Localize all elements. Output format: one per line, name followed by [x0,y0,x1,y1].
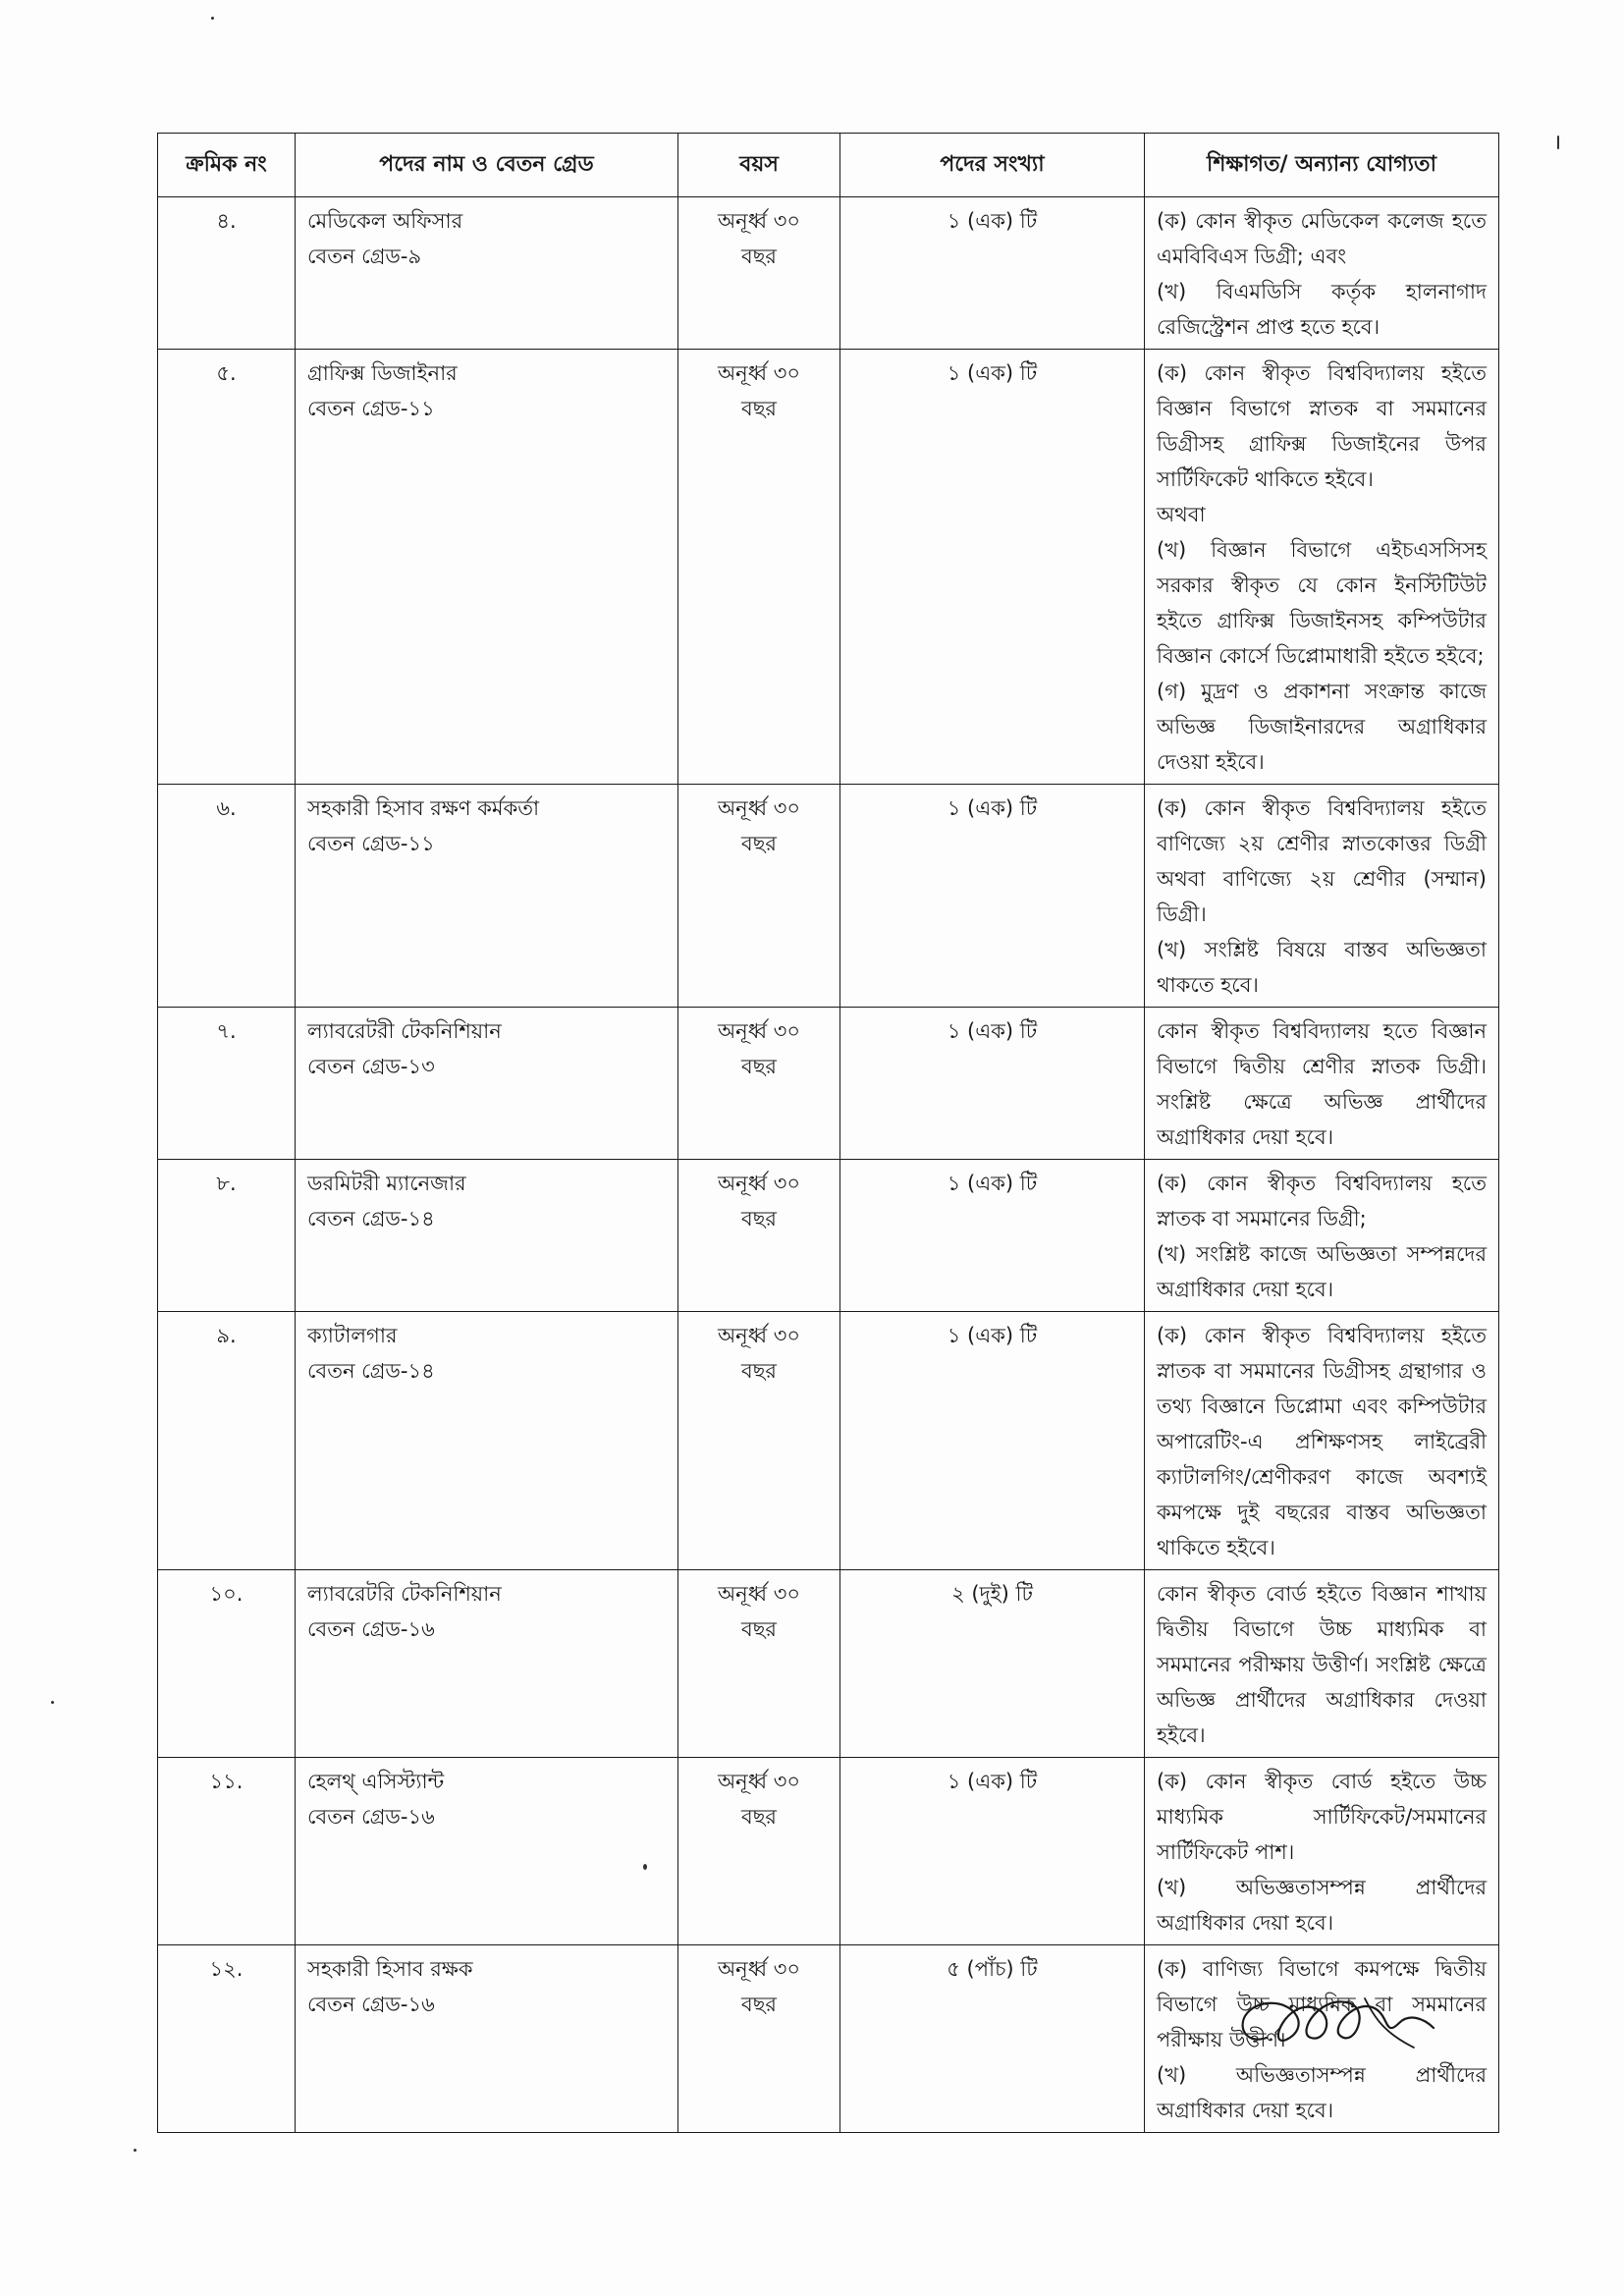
qualification-cell [1145,1008,1499,1160]
post-count-cell: ১ (এক) টি [840,1758,1145,1945]
qualification-line: (ক) কোন স্বীকৃত বিশ্ববিদ্যালয় হইতে বাণিজ্যে ২য় শ্রেণীর স্নাতকোত্তর ডিগ্রী অথবা বাণিজ্যে ২য় শ্রেণীর (সম্মান) ডিগ্রী। [1157,796,1487,926]
post-cell [296,1312,678,1570]
pay-grade: বেতন গ্রেড-১৩ [307,1055,435,1078]
qualification-cell [1145,197,1499,350]
post-name: গ্রাফিক্স ডিজাইনার [307,361,458,385]
post-name: হেলথ্ এসিস্ট্যান্ট [307,1770,445,1793]
scan-speck [211,17,214,20]
post-name: সহকারী হিসাব রক্ষক [307,1957,473,1981]
age-unit: বছর [741,1359,777,1383]
table-row [158,1312,1499,1570]
age-unit: বছর [741,1617,777,1641]
post-name: ক্যাটালগার [307,1324,398,1347]
qualification-cell [1145,1570,1499,1758]
age-unit: বছর [741,1993,777,2016]
pay-grade: বেতন গ্রেড-১১ [307,397,435,420]
age-unit: বছর [741,832,777,855]
pay-grade: বেতন গ্রেড-১৬ [307,1617,435,1641]
age-limit: অনূর্ধ্ব ৩০ [717,1582,801,1606]
post-cell [296,785,678,1008]
table-row [158,785,1499,1008]
post-name: ল্যাবরেটরি টেকনিশিয়ান [307,1582,502,1606]
age-unit: বছর [741,397,777,420]
signature-stroke [1243,2001,1434,2040]
qualification-line: অথবা [1157,503,1206,526]
age-unit: বছর [741,1055,777,1078]
pay-grade: বেতন গ্রেড-৯ [307,245,422,268]
post-cell [296,197,678,350]
qualification-line: (খ) অভিজ্ঞতাসম্পন্ন প্রার্থীদের অগ্রাধিকার দেয়া হবে। [1157,1876,1487,1935]
qualification-line: (ক) কোন স্বীকৃত বিশ্ববিদ্যালয় হইতে স্নাতক বা সমমানের ডিগ্রীসহ গ্রন্থাগার ও তথ্য বিজ্ঞানে ডিপ্লোমা এবং কম্পিউটার অপারেটিং-এ প্রশিক্ষণসহ লাইব্রেরী ক্যাটালগিং/শ্রেণীকরণ কাজে অবশ্যই কমপক্ষে দুই বছরের বাস্তব অভিজ্ঞতা থাকিতে হইবে। [1157,1324,1487,1559]
table-row [158,1160,1499,1312]
post-cell [296,1570,678,1758]
qualification-line: (ক) বাণিজ্য বিভাগে কমপক্ষে দ্বিতীয় বিভাগে উচ্চ মাধ্যমিক বা সমমানের পরীক্ষায় উত্তীর্ণ। [1157,1957,1487,2051]
age-limit: অনূর্ধ্ব ৩০ [717,796,801,820]
qualification-line: কোন স্বীকৃত বোর্ড হইতে বিজ্ঞান শাখায় দ্বিতীয় বিভাগে উচ্চ মাধ্যমিক বা সমমানের পরীক্ষায় উত্তীর্ণ। সংশ্লিষ্ট ক্ষেত্রে অভিজ্ঞ প্রার্থীদের অগ্রাধিকার দেওয়া হইবে। [1157,1582,1487,1747]
post-count-cell: ১ (এক) টি [840,1160,1145,1312]
post-count-cell: ১ (এক) টি [840,1312,1145,1570]
age-cell [678,1945,840,2133]
age-cell [678,1312,840,1570]
table-row [158,1570,1499,1758]
serial-cell: ৫. [158,350,296,785]
age-cell [678,1758,840,1945]
header-serial: ক্রমিক নং [158,134,296,197]
age-cell [678,197,840,350]
post-count-cell: ১ (এক) টি [840,197,1145,350]
post-name: সহকারী হিসাব রক্ষণ কর্মকর্তা [307,796,540,820]
qualification-line: (খ) বিএমডিসি কর্তৃক হালনাগাদ রেজিস্ট্রেশন প্রাপ্ত হতে হবে। [1157,280,1487,339]
table-row [158,350,1499,785]
age-limit: অনূর্ধ্ব ৩০ [717,1957,801,1981]
post-cell [296,1008,678,1160]
qualification-line: (গ) মুদ্রণ ও প্রকাশনা সংক্রান্ত কাজে অভিজ্ঞ ডিজাইনারদের অগ্রাধিকার দেওয়া হইবে। [1157,680,1487,774]
post-name: ল্যাবরেটরী টেকনিশিয়ান [307,1019,502,1043]
post-cell [296,1758,678,1945]
scan-mark [1557,136,1559,149]
header-post-grade: পদের নাম ও বেতন গ্রেড [296,134,678,197]
age-cell [678,1570,840,1758]
serial-cell: ১১. [158,1758,296,1945]
qualification-line: (ক) কোন স্বীকৃত বোর্ড হইতে উচ্চ মাধ্যমিক সার্টিফিকেট/সমমানের সার্টিফিকেট পাশ। [1157,1770,1487,1864]
age-unit: বছর [741,1805,777,1829]
table-row [158,197,1499,350]
table-body [158,197,1499,2133]
age-limit: অনূর্ধ্ব ৩০ [717,361,801,385]
age-cell [678,1008,840,1160]
post-cell [296,1160,678,1312]
qualification-cell [1145,1758,1499,1945]
age-unit: বছর [741,245,777,268]
post-count-cell: ২ (দুই) টি [840,1570,1145,1758]
serial-cell: ১২. [158,1945,296,2133]
age-limit: অনূর্ধ্ব ৩০ [717,1770,801,1793]
signature [1227,1979,1453,2067]
scan-speck [643,1864,647,1870]
qualification-line: (খ) অভিজ্ঞতাসম্পন্ন প্রার্থীদের অগ্রাধিকার দেয়া হবে। [1157,2063,1487,2122]
post-cell [296,350,678,785]
age-unit: বছর [741,1207,777,1230]
post-cell [296,1945,678,2133]
qualification-cell [1145,1312,1499,1570]
qualification-line: (খ) সংশ্লিষ্ট কাজে অভিজ্ঞতা সম্পন্নদের অগ্রাধিকার দেয়া হবে। [1157,1242,1487,1301]
pay-grade: বেতন গ্রেড-১৪ [307,1207,435,1230]
qualification-line: (ক) কোন স্বীকৃত মেডিকেল কলেজ হতে এমবিবিএস ডিগ্রী; এবং [1157,209,1487,268]
age-cell [678,1160,840,1312]
table-row [158,1758,1499,1945]
post-name: মেডিকেল অফিসার [307,209,463,233]
scan-speck [51,1701,54,1704]
vacancy-table [157,133,1499,2133]
age-cell [678,350,840,785]
table-header-row [158,134,1499,197]
post-count-cell: ১ (এক) টি [840,350,1145,785]
scan-speck [134,2149,136,2152]
pay-grade: বেতন গ্রেড-১১ [307,832,435,855]
age-limit: অনূর্ধ্ব ৩০ [717,209,801,233]
age-limit: অনূর্ধ্ব ৩০ [717,1019,801,1043]
qualification-line: কোন স্বীকৃত বিশ্ববিদ্যালয় হতে বিজ্ঞান বিভাগে দ্বিতীয় শ্রেণীর স্নাতক ডিগ্রী। সংশ্লিষ্ট ক্ষেত্রে অভিজ্ঞ প্রার্থীদের অগ্রাধিকার দেয়া হবে। [1157,1019,1487,1149]
qualification-line: (ক) কোন স্বীকৃত বিশ্ববিদ্যালয় হতে স্নাতক বা সমমানের ডিগ্রী; [1157,1172,1487,1230]
serial-cell: ৭. [158,1008,296,1160]
pay-grade: বেতন গ্রেড-১৬ [307,1805,435,1829]
qualification-line: (ক) কোন স্বীকৃত বিশ্ববিদ্যালয় হইতে বিজ্ঞান বিভাগে স্নাতক বা সমমানের ডিগ্রীসহ গ্রাফিক্স ডিজাইনের উপর সার্টিফিকেট থাকিতে হইবে। [1157,361,1487,491]
header-qualification: শিক্ষাগত/ অন্যান্য যোগ্যতা [1145,134,1499,197]
age-limit: অনূর্ধ্ব ৩০ [717,1324,801,1347]
pay-grade: বেতন গ্রেড-১৪ [307,1359,435,1383]
header-post-count: পদের সংখ্যা [840,134,1145,197]
post-count-cell: ১ (এক) টি [840,785,1145,1008]
qualification-cell [1145,1160,1499,1312]
post-count-cell: ৫ (পাঁচ) টি [840,1945,1145,2133]
serial-cell: ৪. [158,197,296,350]
post-count-cell: ১ (এক) টি [840,1008,1145,1160]
post-name: ডরমিটরী ম্যানেজার [307,1172,466,1195]
serial-cell: ৯. [158,1312,296,1570]
age-limit: অনূর্ধ্ব ৩০ [717,1172,801,1195]
qualification-cell [1145,350,1499,785]
qualification-line: (খ) বিজ্ঞান বিভাগে এইচএসসিসহ সরকার স্বীকৃত যে কোন ইনস্টিটিউট হইতে গ্রাফিক্স ডিজাইনসহ কম্পিউটার বিজ্ঞান কোর্সে ডিপ্লোমাধারী হইতে হইবে; [1157,538,1487,668]
serial-cell: ৬. [158,785,296,1008]
table-row [158,1008,1499,1160]
age-cell [678,785,840,1008]
signature-flourish [1365,1998,1414,2048]
serial-cell: ৮. [158,1160,296,1312]
header-age: বয়স [678,134,840,197]
pay-grade: বেতন গ্রেড-১৬ [307,1993,435,2016]
qualification-cell [1145,785,1499,1008]
serial-cell: ১০. [158,1570,296,1758]
qualification-line: (খ) সংশ্লিষ্ট বিষয়ে বাস্তব অভিজ্ঞতা থাকতে হবে। [1157,938,1487,997]
